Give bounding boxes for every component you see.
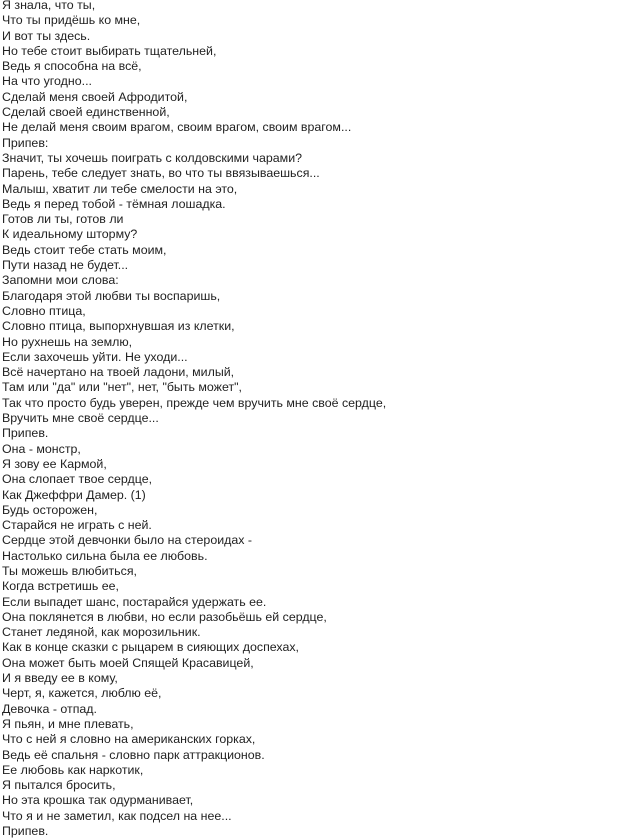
lyric-line: Что я и не заметил, как подсел на нее...	[2, 808, 232, 823]
lyric-line: Будь осторожен,	[2, 502, 98, 517]
lyric-line: Как Джеффри Дамер. (1)	[2, 487, 146, 502]
lyric-line: Что с ней я словно на американских горках,	[2, 732, 256, 747]
lyric-line: Ведь я перед тобой - тёмная лошадка.	[2, 196, 226, 211]
lyric-line: Словно птица, выпорхнувшая из клетки,	[2, 319, 235, 334]
lyric-line: Она поклянется в любви, но если разобьёшь ей сердце,	[2, 609, 327, 624]
lyric-line: Так что просто будь уверен, прежде чем вручить мне своё сердце,	[2, 395, 387, 410]
lyric-line: Девочка - отпад.	[2, 701, 97, 716]
lyric-line: Старайся не играть с ней.	[2, 518, 152, 533]
lyric-line: Что ты придёшь ко мне,	[2, 13, 141, 28]
lyric-line: Сердце этой девчонки было на стероидах -	[2, 533, 253, 548]
lyric-line: Сделай своей единственной,	[2, 105, 170, 120]
lyric-line: Я зову ее Кармой,	[2, 456, 107, 471]
lyric-line: Благодаря этой любви ты воспаришь,	[2, 288, 221, 303]
lyric-line: Готов ли ты, готов ли	[2, 212, 124, 227]
lyric-line: Я пытался бросить,	[2, 778, 116, 793]
lyric-line: Сделай меня своей Афродитой,	[2, 89, 188, 104]
lyric-line: Как в конце сказки с рыцарем в сияющих доспехах,	[2, 640, 299, 655]
lyric-line: Если захочешь уйти. Не уходи...	[2, 349, 188, 364]
lyric-line: И вот ты здесь.	[2, 28, 91, 43]
lyric-line: Я пьян, и мне плевать,	[2, 716, 134, 731]
lyric-line: Станет ледяной, как морозильник.	[2, 625, 201, 640]
lyric-line: Черт, я, кажется, люблю её,	[2, 686, 162, 701]
lyric-line: Ведь её спальня - словно парк аттракционов.	[2, 747, 265, 762]
lyric-line: Пути назад не будет...	[2, 258, 129, 273]
lyric-line: Ведь стоит тебе стать моим,	[2, 242, 167, 257]
lyric-line: Парень, тебе следует знать, во что ты ввязываешься...	[2, 166, 320, 181]
lyric-line: Я знала, что ты,	[2, 0, 96, 12]
lyric-line: Там или "да" или "нет", нет, "быть может",	[2, 380, 242, 395]
lyric-line: Всё начертано на твоей ладони, милый,	[2, 365, 235, 380]
lyric-line: Настолько сильна была ее любовь.	[2, 548, 208, 563]
chorus-label: Припев:	[2, 135, 49, 150]
lyric-line: Ведь я способна на всё,	[2, 59, 142, 74]
lyric-line: Вручить мне своё сердце...	[2, 411, 159, 426]
lyric-line: Она слопает твое сердце,	[2, 472, 153, 487]
lyric-line: Когда встретишь ее,	[2, 579, 119, 594]
lyric-line: К идеальному шторму?	[2, 227, 138, 242]
lyric-line: Но рухнешь на землю,	[2, 334, 133, 349]
lyric-line: Словно птица,	[2, 303, 86, 318]
lyric-line: Если выпадет шанс, постарайся удержать ее.	[2, 594, 267, 609]
lyric-line: Запомни мои слова:	[2, 273, 119, 288]
lyric-line: Не делай меня своим врагом, своим врагом, своим врагом...	[2, 120, 352, 135]
lyrics-text	[2, 0, 635, 839]
lyric-line: На что угодно...	[2, 74, 92, 89]
lyric-line: Ты можешь влюбиться,	[2, 563, 137, 578]
lyric-line: Она может быть моей Спящей Красавицей,	[2, 655, 254, 670]
chorus-label: Припев.	[2, 426, 49, 441]
lyric-line: Она - монстр,	[2, 441, 81, 456]
lyric-line: Малыш, хватит ли тебе смелости на это,	[2, 181, 238, 196]
lyric-line: Ее любовь как наркотик,	[2, 762, 144, 777]
chorus-label: Припев.	[2, 824, 49, 839]
lyric-line: И я введу ее в кому,	[2, 671, 118, 686]
lyric-line: Но тебе стоит выбирать тщательней,	[2, 43, 217, 58]
lyric-line: Значит, ты хочешь поиграть с колдовскими чарами?	[2, 150, 303, 165]
lyric-line: Но эта крошка так одурманивает,	[2, 793, 194, 808]
